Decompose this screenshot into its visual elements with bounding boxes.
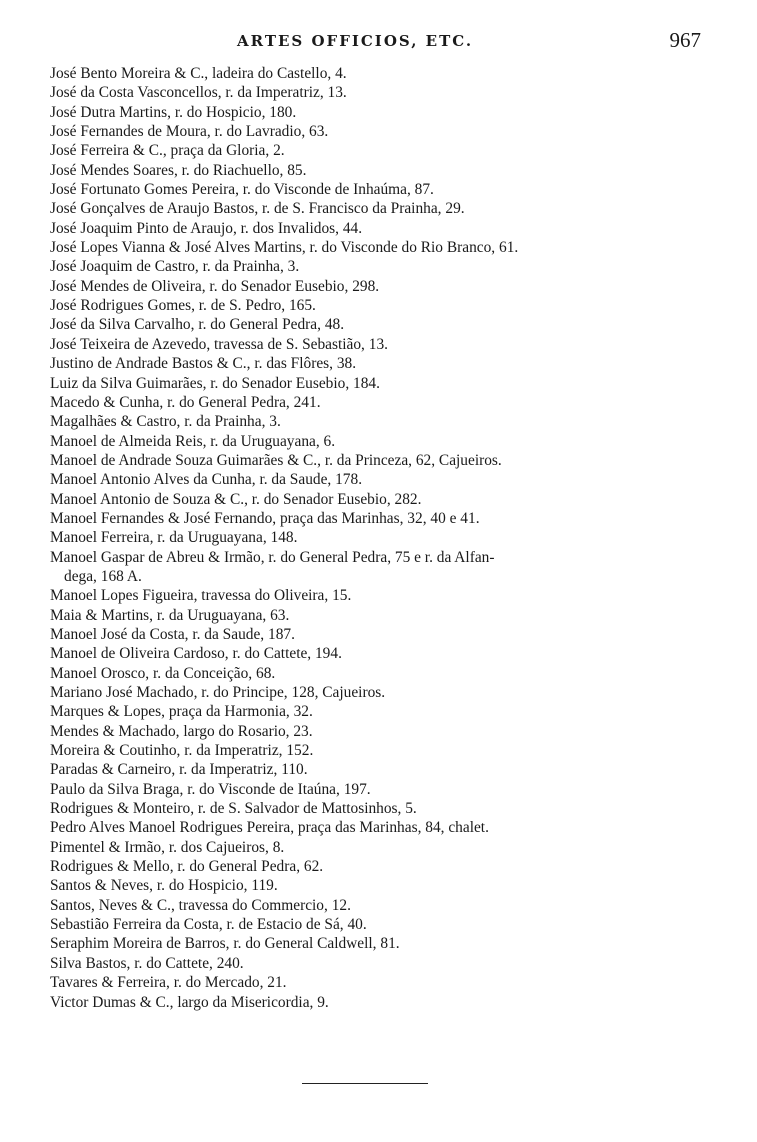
listing-entry-text: Manoel Antonio Alves da Cunha, r. da Saude, 178.	[50, 471, 363, 489]
listing-entry-text: José Fortunato Gomes Pereira, r. do Visconde de Inhaúma, 87.	[50, 181, 434, 199]
listing-entry-text: José Mendes de Oliveira, r. do Senador Eusebio, 298.	[50, 277, 380, 295]
listing-entry-text: Luiz da Silva Guimarães, r. do Senador Eusebio, 184.	[50, 374, 380, 392]
listing-entry-text: José Joaquim de Castro, r. da Prainha, 3.	[50, 258, 300, 276]
page-header	[0, 28, 757, 58]
listing-entry-text: Manoel Lopes Figueira, travessa do Oliveira, 15.	[50, 587, 352, 605]
listing-entry	[50, 548, 710, 587]
listing-entry	[50, 741, 710, 760]
listing-entry-text: Pedro Alves Manoel Rodrigues Pereira, praça das Marinhas, 84, chalet.	[50, 819, 489, 837]
listing-entry	[50, 180, 710, 199]
listing-entry-text: Manoel de Oliveira Cardoso, r. do Cattete, 194.	[50, 645, 342, 663]
listing-entry	[50, 934, 710, 953]
listing-entry	[50, 818, 710, 837]
listing-entry-text: Macedo & Cunha, r. do General Pedra, 241.	[50, 393, 321, 411]
listing-entry-text: Paradas & Carneiro, r. da Imperatriz, 110.	[50, 761, 308, 779]
listing-entry-text: José Rodrigues Gomes, r. de S. Pedro, 165.	[50, 297, 316, 315]
listing-entry	[50, 296, 710, 315]
listing-entry	[50, 277, 710, 296]
listing-entry-text: Rodrigues & Monteiro, r. de S. Salvador de Mattosinhos, 5.	[50, 800, 417, 818]
listing-entry-text: Seraphim Moreira de Barros, r. do General Caldwell, 81.	[50, 935, 400, 953]
listing-entry-text: Silva Bastos, r. do Cattete, 240.	[50, 954, 244, 972]
listing-entry-text: José Mendes Soares, r. do Riachuello, 85.	[50, 161, 307, 179]
listing-entry-continuation: dega, 168 A.	[64, 567, 142, 585]
listing-entry-text: Marques & Lopes, praça da Harmonia, 32.	[50, 703, 313, 721]
listing-entry-text: Manoel de Andrade Souza Guimarães & C., r. da Princeza, 62, Cajueiros.	[50, 451, 502, 469]
listing-entry	[50, 451, 710, 470]
listing-entry	[50, 780, 710, 799]
listing-entry-text: Mariano José Machado, r. do Principe, 128, Cajueiros.	[50, 684, 386, 701]
listing-entry-text: Manoel Fernandes & José Fernando, praça das Marinhas, 32, 40 e 41.	[50, 509, 480, 527]
listing-entry-text: José Dutra Martins, r. do Hospicio, 180.	[50, 103, 297, 121]
listing-entry-text: Paulo da Silva Braga, r. do Visconde de Itaúna, 197.	[50, 780, 371, 798]
section-title: ARTES OFFICIOS, ETC.	[237, 32, 474, 50]
listing-entry-text: José Ferreira & C., praça da Gloria, 2.	[50, 142, 285, 160]
listing-entry-text: Santos & Neves, r. do Hospicio, 119.	[50, 877, 278, 895]
listing-entry-text: Moreira & Coutinho, r. da Imperatriz, 152.	[50, 742, 314, 760]
listing-entry	[50, 412, 710, 431]
listing-entry	[50, 896, 710, 915]
listing-entry-text: José da Silva Carvalho, r. do General Pedra, 48.	[50, 316, 345, 334]
listing-entry	[50, 857, 710, 876]
end-rule	[302, 1083, 428, 1084]
listing-entry	[50, 683, 710, 702]
listing-entry	[50, 354, 710, 373]
listing-entry-text: José da Costa Vasconcellos, r. da Imperatriz, 13.	[50, 84, 347, 102]
listing-entry	[50, 838, 710, 857]
listing-entry	[50, 876, 710, 895]
listing-entry-text: Justino de Andrade Bastos & C., r. das Flôres, 38.	[50, 355, 357, 373]
listing-entry	[50, 315, 710, 334]
page-number: 967	[669, 28, 701, 52]
listing-entry-text: José Fernandes de Moura, r. do Lavradio, 63.	[50, 123, 329, 141]
listing-entry	[50, 722, 710, 741]
listing-entry	[50, 644, 710, 663]
listing-entry-text: José Joaquim Pinto de Araujo, r. dos Invalidos, 44.	[50, 219, 363, 237]
listing-entry	[50, 973, 710, 992]
listing-entry-text: Rodrigues & Mello, r. do General Pedra, 62.	[50, 858, 324, 876]
business-listing	[50, 64, 710, 1012]
listing-entry	[50, 103, 710, 122]
listing-entry	[50, 393, 710, 412]
listing-entry-text: Mendes & Machado, largo do Rosario, 23.	[50, 722, 313, 740]
listing-entry	[50, 238, 710, 257]
listing-entry-text: Manoel Ferreira, r. da Uruguayana, 148.	[50, 529, 298, 547]
listing-entry	[50, 760, 710, 779]
listing-entry	[50, 83, 710, 102]
listing-entry	[50, 122, 710, 141]
listing-entry-text: Santos, Neves & C., travessa do Commercio, 12.	[50, 896, 351, 914]
listing-entry	[50, 915, 710, 934]
listing-entry-text: Sebastião Ferreira da Costa, r. de Estacio de Sá, 40.	[50, 916, 367, 934]
listing-entry-text: José Gonçalves de Araujo Bastos, r. de S. Francisco da Prainha, 29.	[50, 200, 465, 218]
listing-entry	[50, 528, 710, 547]
listing-entry	[50, 335, 710, 354]
listing-entry	[50, 374, 710, 393]
listing-entry-text: Pimentel & Irmão, r. dos Cajueiros, 8.	[50, 838, 285, 856]
listing-entry-text: Manoel de Almeida Reis, r. da Uruguayana, 6.	[50, 432, 336, 450]
listing-entry-text: Magalhães & Castro, r. da Prainha, 3.	[50, 413, 281, 431]
listing-entry	[50, 702, 710, 721]
listing-entry	[50, 161, 710, 180]
listing-entry-text: Manoel Antonio de Souza & C., r. do Senador Eusebio, 282.	[50, 490, 422, 508]
listing-entry	[50, 664, 710, 683]
listing-entry	[50, 586, 710, 605]
listing-entry	[50, 470, 710, 489]
listing-entry-text: Tavares & Ferreira, r. do Mercado, 21.	[50, 974, 287, 992]
listing-entry	[50, 625, 710, 644]
listing-entry-text: José Lopes Vianna & José Alves Martins, r. do Visconde do Rio Branco, 61.	[50, 239, 519, 257]
listing-entry	[50, 199, 710, 218]
listing-entry	[50, 432, 710, 451]
listing-entry	[50, 954, 710, 973]
listing-entry	[50, 490, 710, 509]
listing-entry-text: Manoel José da Costa, r. da Saude, 187.	[50, 625, 295, 643]
listing-entry	[50, 799, 710, 818]
listing-entry	[50, 64, 710, 83]
listing-entry	[50, 509, 710, 528]
listing-entry	[50, 141, 710, 160]
listing-entry-text: Manoel Orosco, r. da Conceição, 68.	[50, 664, 276, 682]
listing-entry	[50, 606, 710, 625]
listing-entry-text: José Teixeira de Azevedo, travessa de S. Sebastião, 13.	[50, 335, 388, 353]
listing-entry-text: Maia & Martins, r. da Uruguayana, 63.	[50, 606, 290, 624]
listing-entry-text: José Bento Moreira & C., ladeira do Castello, 4.	[50, 65, 347, 82]
listing-entry	[50, 257, 710, 276]
listing-entry	[50, 993, 710, 1012]
listing-entry-text: Victor Dumas & C., largo da Misericordia, 9.	[50, 993, 329, 1011]
listing-entry	[50, 219, 710, 238]
listing-entry-text: Manoel Gaspar de Abreu & Irmão, r. do General Pedra, 75 e r. da Alfan-	[50, 548, 495, 566]
